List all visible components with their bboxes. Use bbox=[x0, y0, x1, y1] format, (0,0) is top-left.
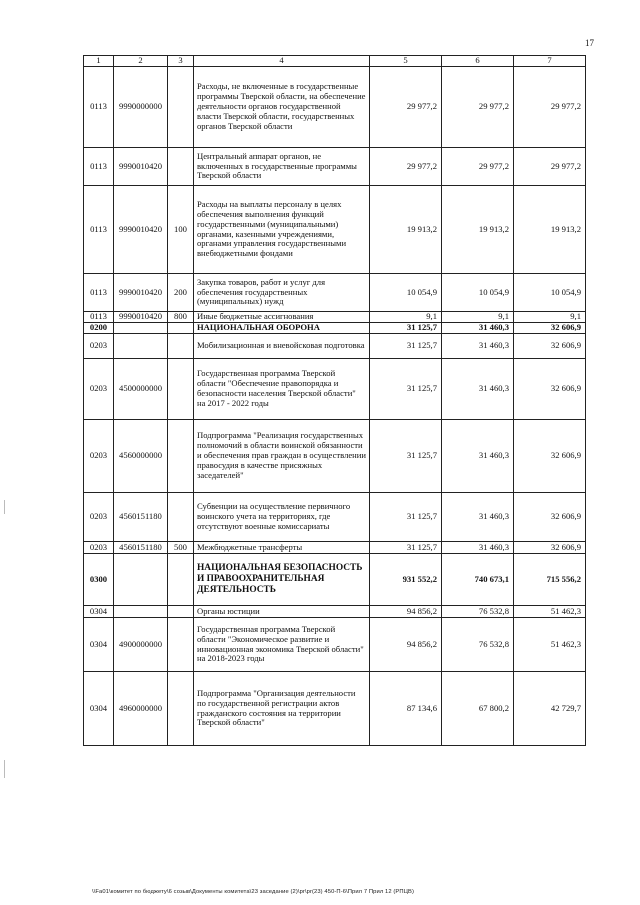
target-code bbox=[114, 554, 168, 606]
amount-year-2: 29 977,2 bbox=[442, 148, 514, 186]
header-cell: 6 bbox=[442, 56, 514, 67]
section-code: 0304 bbox=[84, 606, 114, 618]
target-code: 4560151180 bbox=[114, 542, 168, 554]
amount-year-3: 715 556,2 bbox=[514, 554, 586, 606]
amount-year-2: 740 673,1 bbox=[442, 554, 514, 606]
amount-year-1: 31 125,7 bbox=[370, 323, 442, 334]
description: Иные бюджетные ассигнования bbox=[194, 312, 370, 323]
description: Мобилизационная и вневойсковая подготовка bbox=[194, 334, 370, 359]
table-row bbox=[84, 67, 586, 148]
header-cell: 3 bbox=[168, 56, 194, 67]
section-code: 0113 bbox=[84, 148, 114, 186]
scan-artifact bbox=[4, 760, 5, 778]
table-row bbox=[84, 334, 586, 359]
target-code: 9990010420 bbox=[114, 274, 168, 312]
amount-year-2: 76 532,8 bbox=[442, 618, 514, 672]
table-row bbox=[84, 420, 586, 493]
description: НАЦИОНАЛЬНАЯ ОБОРОНА bbox=[194, 323, 370, 334]
amount-year-1: 10 054,9 bbox=[370, 274, 442, 312]
target-code: 4500000000 bbox=[114, 359, 168, 420]
amount-year-2: 31 460,3 bbox=[442, 323, 514, 334]
amount-year-1: 931 552,2 bbox=[370, 554, 442, 606]
amount-year-2: 31 460,3 bbox=[442, 420, 514, 493]
table-row bbox=[84, 606, 586, 618]
table-row bbox=[84, 618, 586, 672]
table-row bbox=[84, 186, 586, 274]
description: Органы юстиции bbox=[194, 606, 370, 618]
amount-year-2: 31 460,3 bbox=[442, 542, 514, 554]
expense-type: 100 bbox=[168, 186, 194, 274]
amount-year-3: 9,1 bbox=[514, 312, 586, 323]
section-code: 0113 bbox=[84, 274, 114, 312]
table-row-section-total bbox=[84, 554, 586, 606]
description: Центральный аппарат органов, не включенных в государственные программы Тверской области bbox=[194, 148, 370, 186]
target-code: 4900000000 bbox=[114, 618, 168, 672]
header-cell: 4 bbox=[194, 56, 370, 67]
amount-year-3: 51 462,3 bbox=[514, 606, 586, 618]
section-code: 0113 bbox=[84, 312, 114, 323]
amount-year-3: 29 977,2 bbox=[514, 67, 586, 148]
header-cell: 7 bbox=[514, 56, 586, 67]
expense-type bbox=[168, 334, 194, 359]
description: Подпрограмма "Реализация государственных полномочий в области воинской обязанности и обеспечения прав граждан в осуществлении правосудия в качестве присяжных заседателей" bbox=[194, 420, 370, 493]
amount-year-1: 87 134,6 bbox=[370, 672, 442, 746]
amount-year-1: 31 125,7 bbox=[370, 359, 442, 420]
budget-table bbox=[83, 55, 586, 746]
description: Подпрограмма "Организация деятельности по государственной регистрации актов гражданского состояния на территории Тверской области" bbox=[194, 672, 370, 746]
target-code: 9990010420 bbox=[114, 148, 168, 186]
expense-type bbox=[168, 323, 194, 334]
expense-type bbox=[168, 618, 194, 672]
amount-year-2: 19 913,2 bbox=[442, 186, 514, 274]
section-code: 0203 bbox=[84, 542, 114, 554]
target-code bbox=[114, 323, 168, 334]
table-header-row bbox=[84, 56, 586, 67]
expense-type bbox=[168, 359, 194, 420]
amount-year-1: 31 125,7 bbox=[370, 334, 442, 359]
scan-artifact bbox=[4, 500, 5, 514]
amount-year-2: 29 977,2 bbox=[442, 67, 514, 148]
amount-year-1: 29 977,2 bbox=[370, 148, 442, 186]
amount-year-3: 32 606,9 bbox=[514, 334, 586, 359]
amount-year-3: 32 606,9 bbox=[514, 542, 586, 554]
amount-year-2: 31 460,3 bbox=[442, 493, 514, 542]
amount-year-2: 9,1 bbox=[442, 312, 514, 323]
expense-type bbox=[168, 606, 194, 618]
table-row bbox=[84, 542, 586, 554]
amount-year-1: 31 125,7 bbox=[370, 420, 442, 493]
amount-year-3: 32 606,9 bbox=[514, 493, 586, 542]
section-code: 0203 bbox=[84, 359, 114, 420]
amount-year-1: 94 856,2 bbox=[370, 606, 442, 618]
table-row-section-total bbox=[84, 323, 586, 334]
header-cell: 1 bbox=[84, 56, 114, 67]
amount-year-3: 32 606,9 bbox=[514, 359, 586, 420]
expense-type: 200 bbox=[168, 274, 194, 312]
header-cell: 2 bbox=[114, 56, 168, 67]
expense-type: 800 bbox=[168, 312, 194, 323]
target-code: 4560151180 bbox=[114, 493, 168, 542]
target-code bbox=[114, 334, 168, 359]
target-code: 4560000000 bbox=[114, 420, 168, 493]
page-number: 17 bbox=[585, 38, 594, 48]
section-code: 0304 bbox=[84, 672, 114, 746]
amount-year-1: 94 856,2 bbox=[370, 618, 442, 672]
amount-year-3: 42 729,7 bbox=[514, 672, 586, 746]
description: Закупка товаров, работ и услуг для обеспечения государственных (муниципальных) нужд bbox=[194, 274, 370, 312]
section-code: 0203 bbox=[84, 493, 114, 542]
table-row bbox=[84, 274, 586, 312]
amount-year-2: 67 800,2 bbox=[442, 672, 514, 746]
expense-type bbox=[168, 554, 194, 606]
expense-type bbox=[168, 420, 194, 493]
expense-type bbox=[168, 148, 194, 186]
amount-year-1: 31 125,7 bbox=[370, 542, 442, 554]
target-code: 9990010420 bbox=[114, 312, 168, 323]
description: Расходы, не включенные в государственные программы Тверской области, на обеспечение деятельности органов государственной власти Тверской области, государственных органов Тверской области bbox=[194, 67, 370, 148]
target-code: 9990010420 bbox=[114, 186, 168, 274]
amount-year-2: 76 532,8 bbox=[442, 606, 514, 618]
expense-type bbox=[168, 67, 194, 148]
section-code: 0203 bbox=[84, 334, 114, 359]
section-code: 0300 bbox=[84, 554, 114, 606]
section-code: 0304 bbox=[84, 618, 114, 672]
target-code: 9990000000 bbox=[114, 67, 168, 148]
description: Государственная программа Тверской области "Обеспечение правопорядка и безопасности населения Тверской области" на 2017 - 2022 годы bbox=[194, 359, 370, 420]
section-code: 0200 bbox=[84, 323, 114, 334]
expense-type bbox=[168, 672, 194, 746]
amount-year-2: 31 460,3 bbox=[442, 334, 514, 359]
table-row bbox=[84, 312, 586, 323]
amount-year-1: 31 125,7 bbox=[370, 493, 442, 542]
section-code: 0203 bbox=[84, 420, 114, 493]
header-cell: 5 bbox=[370, 56, 442, 67]
amount-year-3: 10 054,9 bbox=[514, 274, 586, 312]
amount-year-1: 9,1 bbox=[370, 312, 442, 323]
target-code: 4960000000 bbox=[114, 672, 168, 746]
amount-year-1: 29 977,2 bbox=[370, 67, 442, 148]
table-row bbox=[84, 493, 586, 542]
amount-year-3: 32 606,9 bbox=[514, 323, 586, 334]
expense-type bbox=[168, 493, 194, 542]
amount-year-2: 10 054,9 bbox=[442, 274, 514, 312]
section-code: 0113 bbox=[84, 67, 114, 148]
description: НАЦИОНАЛЬНАЯ БЕЗОПАСНОСТЬ И ПРАВООХРАНИТЕЛЬНАЯ ДЕЯТЕЛЬНОСТЬ bbox=[194, 554, 370, 606]
description: Межбюджетные трансферты bbox=[194, 542, 370, 554]
description: Расходы на выплаты персоналу в целях обеспечения выполнения функций государственными (муниципальными) органами, казенными учреждениями, органами управления государственными внебюджетными фондами bbox=[194, 186, 370, 274]
amount-year-3: 51 462,3 bbox=[514, 618, 586, 672]
amount-year-2: 31 460,3 bbox=[442, 359, 514, 420]
description: Субвенции на осуществление первичного воинского учета на территориях, где отсутствуют военные комиссариаты bbox=[194, 493, 370, 542]
section-code: 0113 bbox=[84, 186, 114, 274]
amount-year-3: 32 606,9 bbox=[514, 420, 586, 493]
table-row bbox=[84, 148, 586, 186]
amount-year-3: 29 977,2 bbox=[514, 148, 586, 186]
amount-year-3: 19 913,2 bbox=[514, 186, 586, 274]
table-row bbox=[84, 359, 586, 420]
expense-type: 500 bbox=[168, 542, 194, 554]
description: Государственная программа Тверской области "Экономическое развитие и инновационная экономика Тверской области" на 2018-2023 годы bbox=[194, 618, 370, 672]
target-code bbox=[114, 606, 168, 618]
amount-year-1: 19 913,2 bbox=[370, 186, 442, 274]
footer-file-path: \\Fa01\комитет по бюджету\6 созыв\Документы комитета\23 заседание (2)\pr\pr(23) 450-П-6\Прил 7 Прил 12 (РПЦВ) bbox=[92, 889, 415, 895]
table-row bbox=[84, 672, 586, 746]
